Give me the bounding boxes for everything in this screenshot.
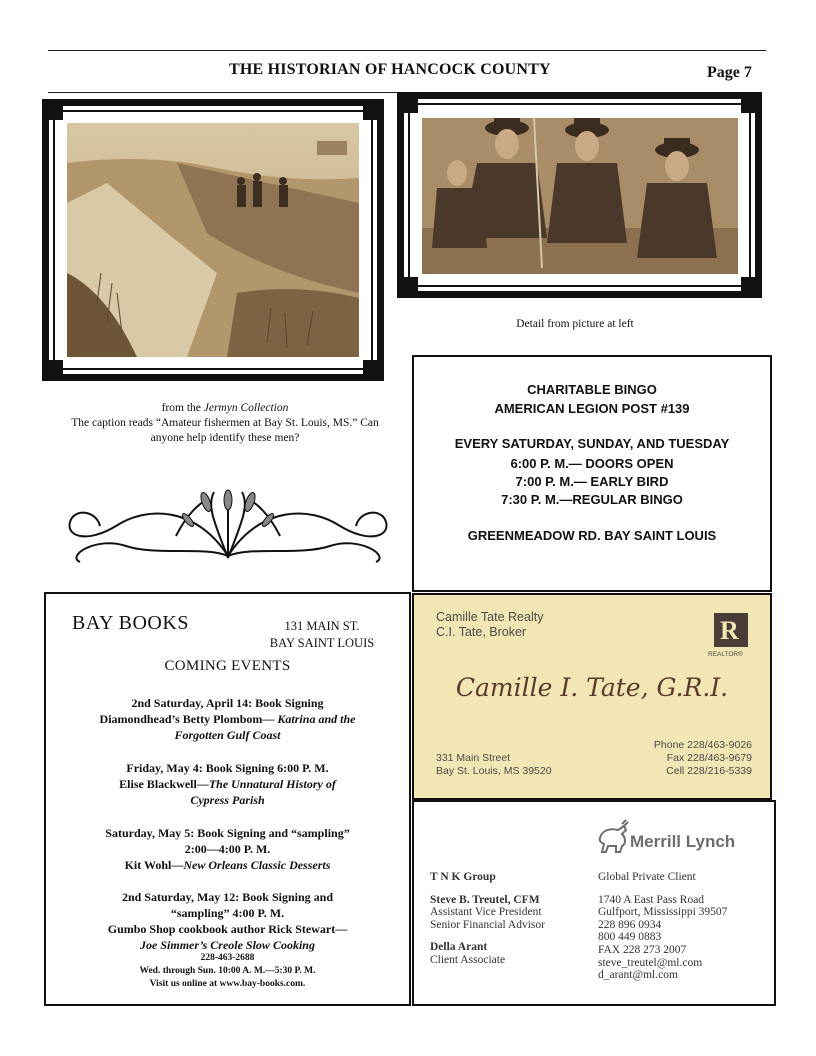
bingo-days: EVERY SATURDAY, SUNDAY, AND TUESDAY: [454, 436, 730, 451]
left-photo-frame: [42, 99, 384, 381]
event-1: [46, 695, 409, 743]
merrill-tollfree: 800 449 0883: [598, 931, 662, 944]
bingo-host: AMERICAN LEGION POST #139: [494, 401, 690, 416]
realty-business-card: [412, 593, 772, 800]
coming-events-heading: COMING EVENTS: [164, 658, 291, 674]
realty-company: [436, 610, 543, 640]
contact-2-name: Della Arant: [430, 941, 488, 954]
bull-logo-icon: [596, 818, 632, 854]
event-4-book-title: Joe Simmer’s Creole Slow Cooking: [140, 938, 315, 952]
decorative-flourish: [56, 486, 400, 572]
event-1-book-title: Katrina and the: [277, 712, 356, 726]
realty-address: [436, 752, 552, 778]
title-underline: [48, 92, 398, 93]
event-2: [46, 760, 409, 808]
bay-books-address: [257, 618, 387, 652]
right-photo-frame: [397, 92, 762, 298]
bingo-title: CHARITABLE BINGO: [527, 382, 657, 397]
contact-1-name: Steve B. Treutel, CFM: [430, 893, 540, 906]
merrill-lynch-card: [412, 800, 776, 1006]
merrill-contacts: [430, 871, 545, 967]
header-rule: [48, 50, 766, 51]
bingo-ad: [412, 355, 772, 592]
event-1-book-title-cont: Forgotten Gulf Coast: [174, 728, 281, 742]
realty-city: Bay St. Louis, MS 39520: [436, 765, 552, 777]
event-2-book-title-cont: Cypress Parish: [190, 793, 265, 807]
bay-books-ad: [44, 592, 411, 1006]
realty-company-name: Camille Tate Realty: [436, 610, 544, 624]
bingo-time-regular: 7:30 P. M.—REGULAR BINGO: [501, 492, 683, 507]
contact-2-title: Client Associate: [430, 953, 506, 966]
merrill-city: Gulfport, Mississippi 39507: [598, 906, 728, 919]
realtor-tag: REALTOR®: [708, 651, 743, 658]
realty-fax: Fax 228/463-9679: [666, 752, 752, 764]
merrill-street: 1740 A East Pass Road: [598, 893, 705, 906]
merrill-email-1: steve_treutel@ml.com: [598, 956, 703, 969]
merrill-group: T N K Group: [430, 871, 496, 883]
detail-photo: [422, 118, 738, 274]
event-2-author: Elise Blackwell—: [119, 777, 209, 791]
caption-from: from the: [161, 402, 204, 414]
realty-street: 331 Main Street: [436, 752, 511, 764]
page-number: Page 7: [707, 64, 752, 81]
realtor-logo-letter: R: [720, 616, 739, 645]
fishermen-photo: [67, 123, 359, 357]
realtor-name: Camille I. Tate, G.R.I.: [455, 673, 729, 702]
event-2-date: Friday, May 4: Book Signing 6:00 P. M.: [126, 761, 329, 775]
merrill-fax: FAX 228 273 2007: [598, 943, 687, 956]
caption-collection: Jermyn Collection: [203, 402, 289, 414]
newsletter-title: THE HISTORIAN OF HANCOCK COUNTY: [229, 61, 551, 78]
merrill-phone: 228 896 0934: [598, 918, 662, 931]
contact-1-title-2: Senior Financial Advisor: [430, 918, 545, 931]
detail-photo-caption: Detail from picture at left: [516, 318, 634, 330]
event-1-date: 2nd Saturday, April 14: Book Signing: [131, 696, 324, 710]
event-4: [46, 889, 409, 953]
event-1-author-name: Diamondhead’s Betty Plombom—: [99, 712, 278, 726]
merrill-division: Global Private Client: [598, 871, 696, 883]
caption-body: The caption reads “Amateur fishermen at Bay St. Louis, MS.” Can anyone help identify these men?: [71, 417, 379, 444]
event-4-author: Gumbo Shop cookbook author Rick Stewart—: [107, 922, 348, 936]
bingo-time-early: 7:00 P. M.— EARLY BIRD: [515, 474, 669, 489]
merrill-email-2: d_arant@ml.com: [598, 969, 678, 982]
bingo-time-doors: 6:00 P. M.— DOORS OPEN: [510, 456, 674, 471]
event-3-date: Saturday, May 5: Book Signing and “sampling”: [105, 826, 350, 840]
event-4-time: “sampling” 4:00 P. M.: [170, 906, 285, 920]
merrill-address-block: [598, 871, 727, 982]
contact-1-title: Assistant Vice President: [430, 906, 542, 919]
realty-cell: Cell 228/216-5339: [666, 765, 752, 777]
bingo-location: GREENMEADOW RD. BAY SAINT LOUIS: [467, 528, 717, 543]
bay-books-phone: 228-463-2688: [200, 953, 255, 963]
event-1-author: [46, 711, 409, 727]
event-3-time: 2:00—4:00 P. M.: [184, 842, 271, 856]
bay-books-hours: Wed. through Sun. 10:00 A. M.—5:30 P. M.: [139, 966, 316, 976]
event-2-book-title: The Unnatural History of: [208, 777, 336, 791]
bay-books-title: BAY BOOKS: [72, 612, 189, 634]
left-photo-caption: [60, 401, 390, 446]
bay-books-website: Visit us online at www.bay-books.com.: [149, 979, 306, 989]
realty-phones: [616, 739, 752, 778]
event-3-author: Kit Wohl—: [124, 858, 184, 872]
event-4-date: 2nd Saturday, May 12: Book Signing and: [121, 890, 334, 904]
bay-books-city: BAY SAINT LOUIS: [269, 636, 375, 650]
event-3: [46, 825, 409, 873]
realty-phone: Phone 228/463-9026: [653, 739, 752, 751]
realty-broker: C.I. Tate, Broker: [436, 625, 527, 639]
realtor-logo-icon: [714, 613, 748, 647]
bay-books-street: 131 MAIN ST.: [284, 619, 360, 633]
event-3-book-title: New Orleans Classic Desserts: [183, 858, 331, 872]
merrill-brand: Merrill Lynch: [630, 832, 736, 851]
